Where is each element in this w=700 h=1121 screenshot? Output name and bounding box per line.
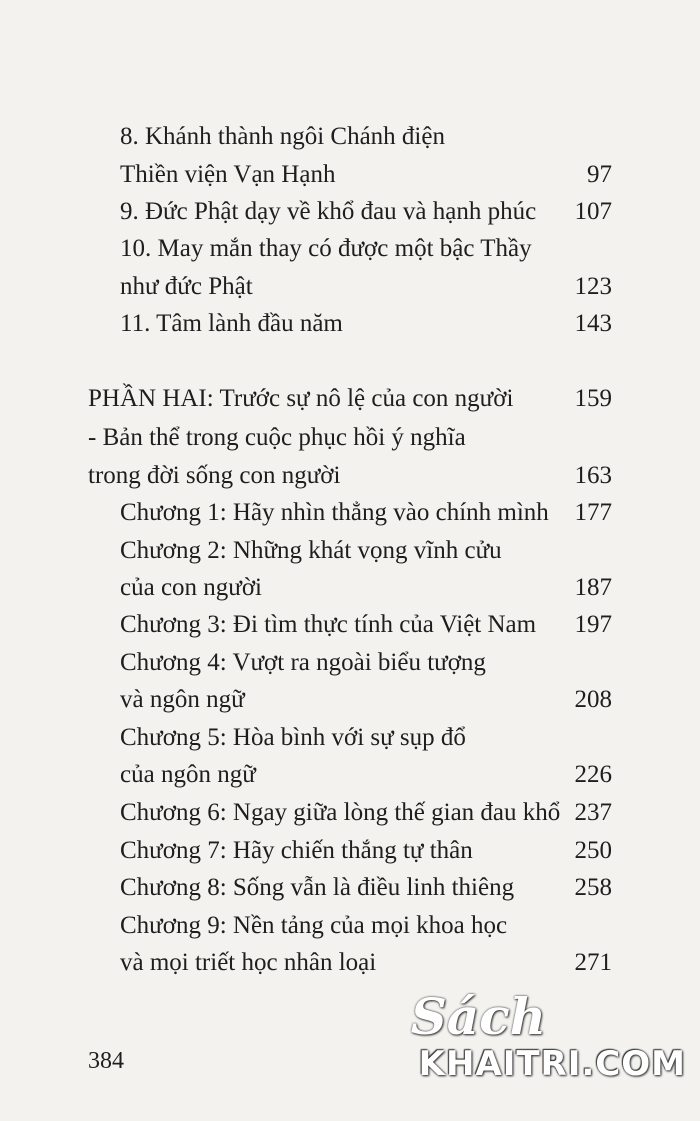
toc-entry-text: trong đời sống con người (88, 462, 341, 489)
toc-line (0, 419, 700, 457)
toc-line (0, 606, 700, 644)
toc-page-number: 226 (574, 761, 612, 788)
toc-line (0, 494, 700, 532)
toc-page-number: 197 (574, 611, 612, 638)
toc-entry-text: Chương 8: Sống vẫn là điều linh thiêng (120, 874, 515, 901)
toc-page-number: 163 (574, 462, 612, 489)
toc-page-number: 107 (574, 198, 612, 225)
toc-line (0, 681, 700, 719)
watermark-script: Sách (410, 987, 546, 1046)
toc-entry-text: Chương 7: Hãy chiến thắng tự thân (120, 837, 473, 864)
page-number: 384 (88, 1048, 124, 1074)
toc-entry-text: Chương 5: Hòa bình với sự sụp đổ (120, 724, 466, 751)
toc-entry-text: Chương 1: Hãy nhìn thẳng vào chính mình (120, 499, 549, 526)
toc-line (0, 944, 700, 982)
watermark-brand: KHAITRI.COM (418, 1044, 686, 1084)
toc-page-number: 123 (574, 273, 612, 300)
toc-line (0, 532, 700, 570)
toc-entry-text: 9. Đức Phật dạy về khổ đau và hạnh phúc (120, 198, 537, 225)
toc-page-number: 237 (574, 799, 612, 826)
toc-entry-text: như đức Phật (120, 273, 253, 300)
toc-entry-text: và mọi triết học nhân loại (120, 949, 377, 976)
toc-entry-text: của ngôn ngữ (120, 761, 256, 788)
toc-entry-text: Chương 9: Nền tảng của mọi khoa học (120, 912, 508, 939)
toc-entry-text: PHẦN HAI: Trước sự nô lệ của con người (88, 385, 514, 412)
toc-entry-text: 10. May mắn thay có được một bậc Thầy (120, 235, 532, 262)
toc-line (0, 719, 700, 757)
toc-page-number: 258 (574, 874, 612, 901)
toc-line (0, 756, 700, 794)
toc-line (0, 156, 700, 194)
toc-line (0, 193, 700, 231)
toc-page-number: 271 (574, 949, 612, 976)
toc-line (0, 644, 700, 682)
toc-entry-text: 11. Tâm lành đầu năm (120, 310, 343, 337)
toc-entry-text: Thiền viện Vạn Hạnh (120, 161, 336, 188)
toc-page-number: 208 (574, 686, 612, 713)
watermark-logo (356, 989, 686, 1099)
toc-entry-text: Chương 4: Vượt ra ngoài biểu tượng (120, 649, 486, 676)
toc-entry-text: Chương 6: Ngay giữa lòng thế gian đau khổ (120, 799, 561, 826)
toc-page-number: 250 (574, 837, 612, 864)
toc-entry-text: của con người (120, 574, 263, 601)
toc-line (0, 569, 700, 607)
toc-line (0, 869, 700, 907)
toc-line (0, 457, 700, 495)
toc-line-part (0, 380, 700, 418)
toc-line (0, 268, 700, 306)
toc-entry-text: Chương 2: Những khát vọng vĩnh cửu (120, 537, 502, 564)
toc-line (0, 794, 700, 832)
toc-entry-text: Chương 3: Đi tìm thực tính của Việt Nam (120, 611, 537, 638)
toc-line (0, 907, 700, 945)
toc-entry-text: và ngôn ngữ (120, 686, 245, 713)
toc-page-number: 143 (574, 310, 612, 337)
toc-entry-text: 8. Khánh thành ngôi Chánh điện (120, 123, 445, 150)
toc-line (0, 832, 700, 870)
toc-entry-text: - Bản thể trong cuộc phục hồi ý nghĩa (88, 424, 466, 451)
toc-line (0, 118, 700, 156)
toc-page-number: 177 (574, 499, 612, 526)
toc-line (0, 305, 700, 343)
toc-page-number: 159 (574, 385, 612, 412)
toc-line (0, 230, 700, 268)
toc-page-number: 97 (587, 161, 612, 188)
toc-page-number: 187 (574, 574, 612, 601)
